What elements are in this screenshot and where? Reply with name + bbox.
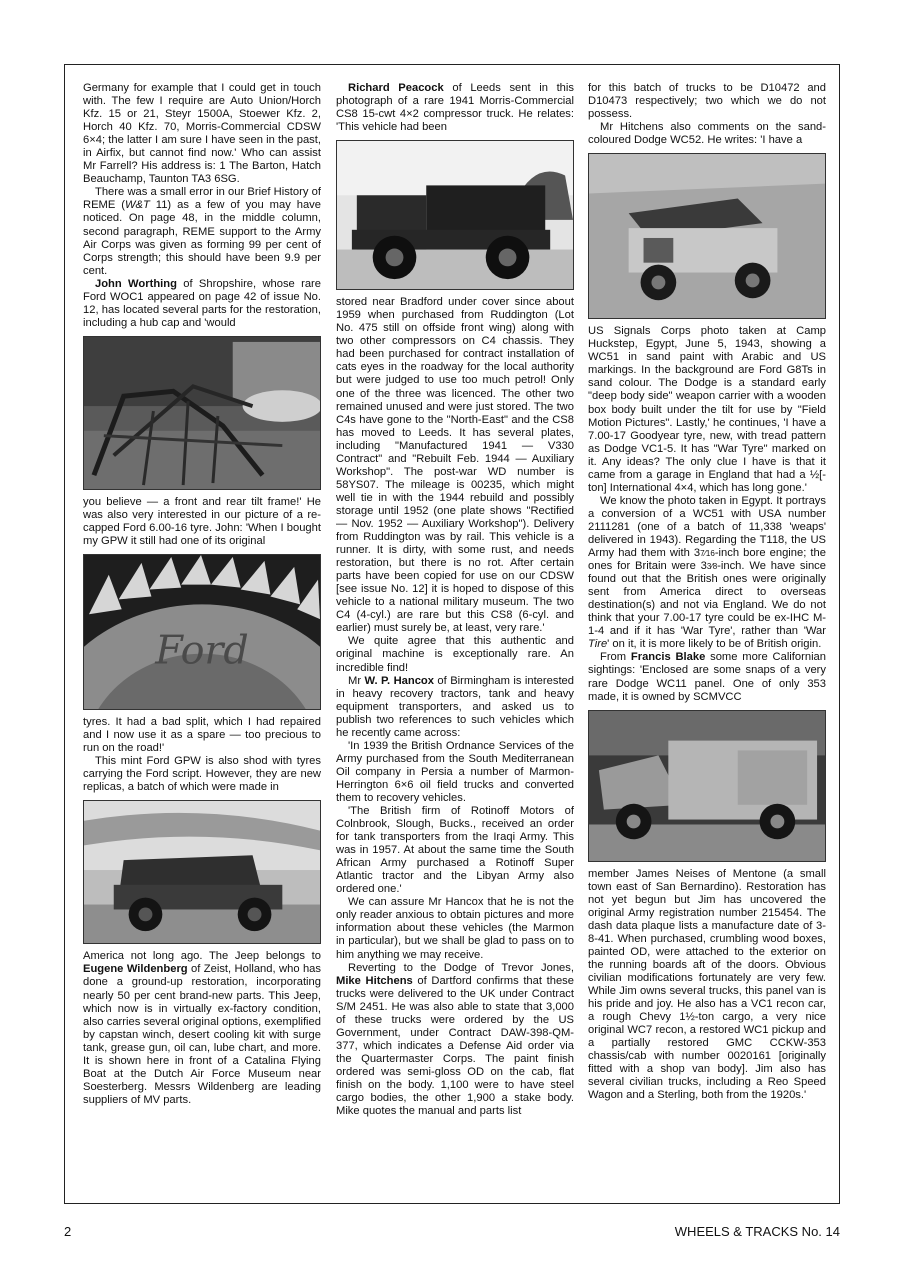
svg-text:Ford: Ford [155,627,249,674]
paragraph: tyres. It had a bad split, which I had repaired and I now use it as a spare — too precious to run on the road!' [83,716,321,755]
paragraph-blake: From Francis Blake some more Californian sightings: 'Enclosed are some snaps of a very rare Dodge WC11 panel. One of only 353 made, it is owned by SCMVCC [588,651,826,703]
photo-jeep-frame [83,336,321,490]
column-1-text-lower [83,716,321,794]
paragraph-wildenberg: America not long ago. The Jeep belongs to Eugene Wildenberg of Zeist, Holland, who has done a ground-up restoration, incorporating nearly 50 per cent brand-new parts. This Jeep, which now is in virtually ex-factory condition, also carries several original options, exemplified by capstan winch, desert cooling kit with surge tank, grease gun, oil can, lube chart, and more. It is shown here in front of a Catalina Flying Boat at the Dutch Air Force Museum near Soesterberg. Messrs Wildenberg are leading suppliers of MV parts. [83,950,321,1106]
paragraph-hitchens: Reverting to the Dodge of Trevor Jones, Mike Hitchens of Dartford confirms that these trucks were delivered to the UK under Contract S/M 2451. He was also able to state that 3,000 of these trucks were ordered by the US Government, under Contract DAW-398-QM-377, which indicates a Defense Aid order via the Quartermaster Corps. The paint finish ordered was semi-gloss OD on the cab, flat finish on the body. 1,100 were to have steel cargo bodies, the other 1,900 a stake body. Mike quotes the manual and parts list [336,961,574,1118]
paragraph: stored near Bradford under cover since about 1959 when purchased from Ruddington (Lot No. 475 still on offside front wing) along with two other compressors on C4 chassis. They had been purchased for contract installation of cats eyes in the roadway for the local authority but were judged to use too much petrol! Only one of the three was licenced. The other two remained unused and were just stored. The two C4s have gone to the "North-East" and the CS8 has moved to Leeds. It has several plates, including "Manufactured 1941 — V330 Contract" and "Rebuilt Feb. 1944 — Auxiliary Workshop". The post-war WD number is 58YS07. The mileage is 00235, which might well tie in with the 1944 rebuild and possibly storage until 1952 (one plate shows "Rectified — Nov. 1952 — Auxiliary Workshop"). Delivery from Ruddington was by rail. This vehicle is a runner. It is dirty, with some rust, and needs restoration, but there is no rot. After certain parts have been copied for use on our CDSW [see issue No. 12] it is hoped to dispose of this vehicle to a national military museum. The two C4 (4-cyl.) are rare but this CS8 (6-cyl. and earlier) must surely be, at least, very rare.' [336,296,574,635]
photo-jeep-frame-image [84,337,320,489]
column-2-text-top [336,82,574,134]
photo-morris-cs8-image [337,141,573,289]
paragraph-hancox: Mr W. P. Hancox of Birmingham is interested in heavy recovery tractors, tank and heavy equipment transporters, and asked us to publish two references to such vehicles which he recently came across: [336,674,574,739]
column-1-text-top [83,82,321,330]
paragraph-peacock: Richard Peacock of Leeds sent in this photograph of a rare 1941 Morris-Commercial CS8 15-cwt 4×2 compressor truck. He relates: 'This vehicle had been [336,82,574,134]
paragraph: member James Neises of Mentone (a small town east of San Bernardino). Restoration has not yet begun but Jim has uncovered the original Army registration number 215454. The dash data plaque lists a manufacture date of 3-8-41. When purchased, crumbling wood boxes, painted OD, were attached to the exterior on the running boards aft of the doors. Obvious civilian modifications fortunately are very few. While Jim owns several trucks, this panel van is his pride and joy. He also has a VC1 recon car, a rough Chevy 1½-ton cargo, a very nice original WC7 recon, a restored WC1 pickup and a partially restored GMC CCKW-353 chassis/cab with number 0020161 [originally fitted with a shop van body]. Jim also has several civilian trucks, including a Reo Speed Wagon and a Sterling, both from the 1920s.' [588,867,826,1102]
photo-dodge-wc51 [588,153,826,319]
photo-ford-tyre-image [84,555,320,709]
paragraph-egypt-reply: We know the photo taken in Egypt. It portrays a conversion of a WC51 with USA number 2111281 (one of a batch of 11,338 'weaps' delivered in 1943). Regarding the T118, the US Army had them with 37⁄16-inch bore engine; the ones for Britain were 33⁄8-inch. We have since found out that the British ones were originally sent from America direct to overseas destination(s) and not via England. We do not think that your 7.00-17 tyre could be ex-IHC M-1-4 and if it has 'War Tyre', rather than 'War Tire' on it, it is more likely to be of British origin. [588,494,827,651]
photo-ford-gpw-image [84,801,320,943]
column-2-text-main [336,296,574,1118]
paragraph: This mint Ford GPW is also shod with tyres carrying the Ford script. However, they are new replicas, a batch of which were made in [83,755,321,794]
photo-ford-tyre [83,554,321,710]
photo-dodge-wc11 [588,710,826,862]
page-number: 2 [64,1224,72,1239]
column-1 [83,82,321,1107]
paragraph: 'The British firm of Rotinoff Motors of Colnbrook, Slough, Bucks., received an order for tank transporters from the Iraqi Army. This was in 1957. At about the same time the South African Army purchased a Rotinoff Super Atlantic tractor and the Libyan Army also ordered one.' [336,805,574,896]
column-3-text-top [588,82,826,147]
paragraph: Germany for example that I could get in touch with. The few I require are Auto Union/Horch Kfz. 15 or 21, Steyr 1500A, Stoewer Kfz. 2, Horch 40 Kfz. 70, Morris-Commercial CDSW 6×4; the latter I am sure I have seen in the past, in Airfix, but cannot find now.' Who can assist Mr Farrell? His address is: 1 The Barton, Hatch Beauchamp, Taunton TA3 6SG. [83,82,321,186]
photo-ford-gpw [83,800,321,944]
paragraph: for this batch of trucks to be D10472 and D10473 respectively; two which we do not possess. [588,82,826,121]
photo-dodge-wc51-image [589,154,825,318]
column-1-text-bottom [83,950,321,1107]
column-3-text-bottom [588,868,826,1103]
paragraph: We quite agree that this authentic and original machine is exceptionally rare. An incredible find! [336,635,574,674]
paragraph-reme-correction: There was a small error in our Brief History of REME (W&T 11) as a few of you may have noticed. On page 48, in the middle column, second paragraph, REME support to the Army Air Corps was given as forming 99 per cent of Corps strength; this should have been 9.9 per cent. [83,186,321,277]
paragraph: US Signals Corps photo taken at Camp Huckstep, Egypt, June 5, 1943, showing a WC51 in sand paint with Arabic and US markings. In the background are Ford G8Ts in sand colour. The Dodge is a standard early "deep body side" weapon carrier with a wooden box body built under the tilt for use by "Field Motion Pictures". Lastly,' he continues, 'I have a 7.00-17 Goodyear tyre, new, with tread pattern as Dodge VC1-5. It has "War Tyre" marked on it. Any ideas? The only clue I have is that it came from a garage in England that had a ½[-ton] International 4×4, which has long gone.' [588,325,826,494]
column-3 [588,82,826,1102]
paragraph: Mr Hitchens also comments on the sand-coloured Dodge WC52. He writes: 'I have a [588,121,826,147]
photo-morris-cs8 [336,140,574,290]
paragraph: you believe — a front and rear tilt frame!' He was also very interested in our picture of a re-capped Ford 6.00-16 tyre. John: 'When I bought my GPW it still had one of its original [83,495,321,548]
paragraph: We can assure Mr Hancox that he is not the only reader anxious to obtain pictures and more information about these vehicles (the Marmon in particular), but we shall be glad to pass on to him anything we may receive. [336,896,574,961]
column-3-text-main [588,325,826,703]
column-2 [336,82,574,1118]
paragraph-worthing: John Worthing of Shropshire, whose rare Ford WOC1 appeared on page 42 of issue No. 12, has located several parts for the restoration, including a hub cap and 'would [83,277,321,329]
magazine-issue: WHEELS & TRACKS No. 14 [674,1224,840,1239]
column-1-text-mid [83,496,321,548]
photo-dodge-wc11-image [589,711,825,861]
paragraph: 'In 1939 the British Ordnance Services of the Army purchased from the South Mediterranean Oil company in Persia a number of Marmon-Herrington 6×6 oil field trucks and converted them to recovery vehicles. [336,739,574,804]
